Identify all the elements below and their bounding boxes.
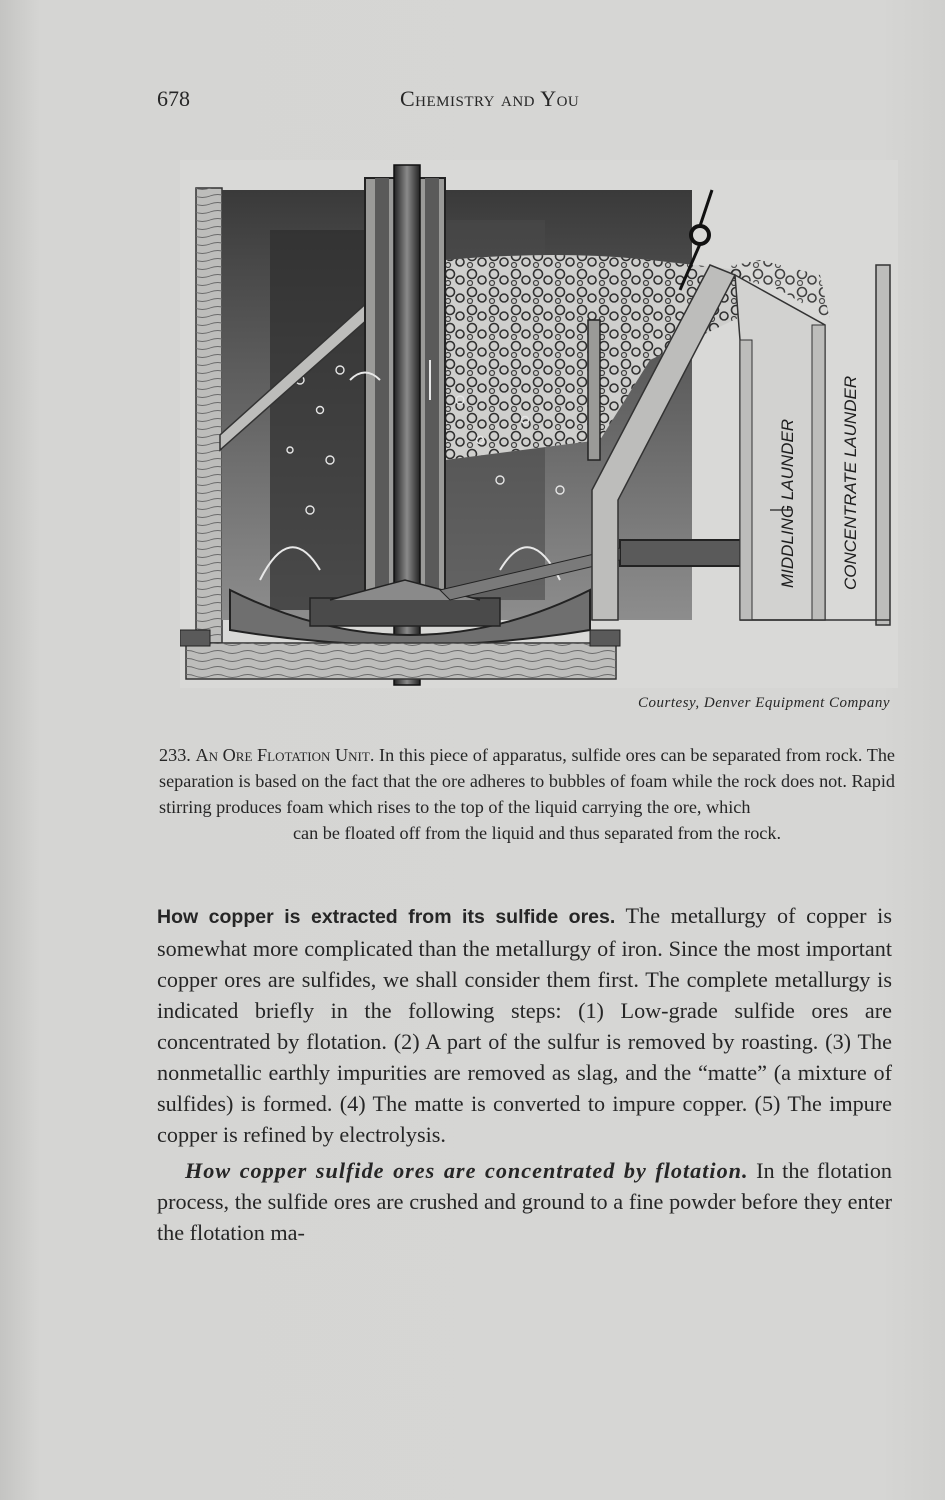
paragraph-text: The metallurgy of copper is somewhat more complicated than the metallurgy of iron. Since the most important copper ores are sulfides, we shall consider them first. The complete metallurgy is indicated briefly in the following steps: (1) Low-grade sulfide ores are concentrated by flotation. (2) A part of the sulfur is removed by roasting. (3) The nonmetallic earthly impurities are removed as slag, and the “matte” (a mixture of sulfides) is formed. (4) The matte is converted to impure copper. (5) The impure copper is refined by electrolysis. <box>157 903 892 1147</box>
paragraph-flotation <box>157 1155 892 1248</box>
paragraph-copper-extraction <box>157 900 892 1150</box>
middling-launder-label: MIDDLING LAUNDER <box>778 418 797 588</box>
caption-last-line: can be floated off from the liquid and thus separated from the rock. <box>292 823 782 843</box>
caption-number: 233. <box>159 745 191 765</box>
caption-text: In this piece of apparatus, sulfide ores can be separated from rock. The separation is based on the fact that the ore adheres to bubbles of foam while the rock does not. Rapid stirring produces foam which rises to the top of the liquid carrying the ore, which <box>159 745 896 817</box>
caption-title: An Ore Flotation Unit. <box>195 745 375 765</box>
body-text <box>157 900 892 1248</box>
concentrate-launder-label: CONCENTRATE LAUNDER <box>841 375 860 590</box>
skimmer-ring <box>691 226 709 244</box>
paragraph-heading: How copper sulfide ores are concentrated by flotation. <box>185 1158 749 1183</box>
feed-pipe <box>620 540 750 566</box>
concentrate-launder-wall <box>876 265 890 625</box>
flotation-unit-drawing <box>180 160 898 688</box>
figure-credit: Courtesy, Denver Equipment Company <box>638 695 890 711</box>
paragraph-text: In the flotation process, the sulfide ores are crushed and ground to a fine powder before they enter the flotation ma- <box>157 1158 893 1245</box>
impeller <box>310 598 500 626</box>
flotation-unit-illustration <box>180 160 898 688</box>
figure-caption <box>159 742 895 846</box>
paragraph-heading: How copper is extracted from its sulfide ores. <box>157 906 616 928</box>
page-header <box>157 86 897 116</box>
running-title: Chemistry and You <box>400 86 580 111</box>
page-number: 678 <box>157 86 190 111</box>
